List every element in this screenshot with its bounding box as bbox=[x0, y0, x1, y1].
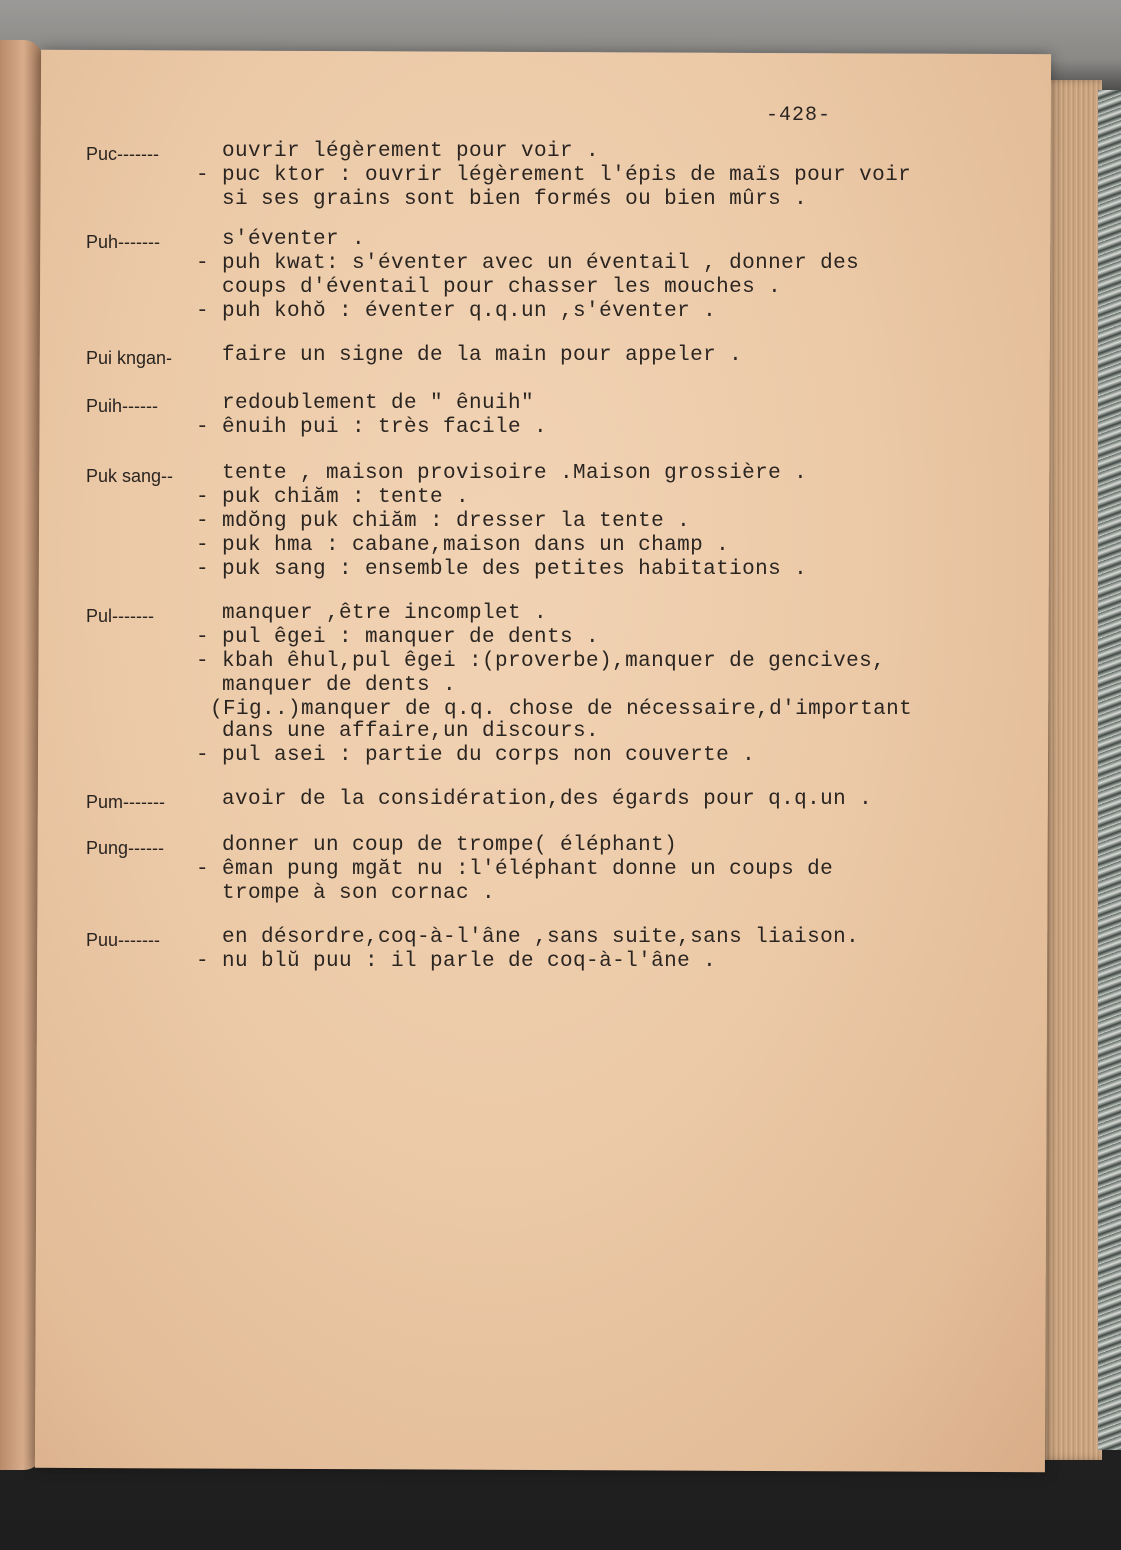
entry-line: tente , maison provisoire .Maison grossière . bbox=[222, 462, 808, 485]
entry-headword: Puih------ bbox=[86, 396, 158, 416]
entry-line: - puk hma : cabane,maison dans un champ . bbox=[196, 534, 730, 557]
entry-line: ouvrir légèrement pour voir . bbox=[222, 140, 600, 163]
entry-line: donner un coup de trompe( éléphant) bbox=[222, 834, 678, 857]
entry-line: - puk sang : ensemble des petites habitations . bbox=[196, 558, 808, 581]
entry-line: coups d'éventail pour chasser les mouches . bbox=[222, 276, 782, 299]
entry-line: trompe à son cornac . bbox=[222, 882, 496, 905]
entry-line: si ses grains sont bien formés ou bien mûrs . bbox=[222, 188, 808, 211]
entry-headword: Puc------- bbox=[86, 144, 159, 164]
entry-line: - mdŏng puk chiăm : dresser la tente . bbox=[196, 510, 691, 533]
entry-line: - puc ktor : ouvrir légèrement l'épis de maïs pour voir bbox=[196, 164, 912, 187]
entry-headword: Puh------- bbox=[86, 232, 160, 252]
entry-line: dans une affaire,un discours. bbox=[222, 720, 600, 743]
entry-headword: Pul------- bbox=[86, 606, 154, 626]
page-number: -428- bbox=[766, 104, 832, 127]
entry-headword: Puk sang-- bbox=[86, 466, 174, 486]
entry-line: manquer ,être incomplet . bbox=[222, 602, 548, 625]
entry-line: - êman pung mgăt nu :l'éléphant donne un coups de bbox=[196, 858, 834, 881]
entry-line: - pul asei : partie du corps non couverte . bbox=[196, 744, 756, 767]
entry-line: s'éventer . bbox=[222, 228, 366, 251]
entry-line: - nu blŭ puu : il parle de coq-à-l'âne . bbox=[196, 950, 717, 973]
entry-headword: Puu------- bbox=[86, 930, 160, 950]
entry-line: - pul êgei : manquer de dents . bbox=[196, 626, 600, 649]
book-cover-edge bbox=[1098, 90, 1121, 1450]
entry-line: en désordre,coq-à-l'âne ,sans suite,sans liaison. bbox=[222, 926, 860, 949]
entry-headword: Pum------- bbox=[86, 792, 165, 812]
entry-line: - puh kwat: s'éventer avec un éventail , donner des bbox=[196, 252, 860, 275]
entry-line: - kbah êhul,pul êgei :(proverbe),manquer de gencives, bbox=[196, 650, 886, 673]
entry-line: faire un signe de la main pour appeler . bbox=[222, 344, 743, 367]
entry-headword: Pui kngan- bbox=[86, 348, 173, 368]
entry-line: (Fig..)manquer de q.q. chose de nécessaire,d'important bbox=[210, 698, 913, 721]
entry-line: redoublement de " ênuih" bbox=[222, 392, 535, 415]
entry-line: manquer de dents . bbox=[222, 674, 457, 697]
entry-line: - puh kohŏ : éventer q.q.un ,s'éventer . bbox=[196, 300, 717, 323]
entry-headword: Pung------ bbox=[86, 838, 165, 858]
entry-line: - ênuih pui : très facile . bbox=[196, 416, 548, 439]
entry-line: avoir de la considération,des égards pour q.q.un . bbox=[222, 788, 873, 811]
entry-line: - puk chiăm : tente . bbox=[196, 486, 470, 509]
